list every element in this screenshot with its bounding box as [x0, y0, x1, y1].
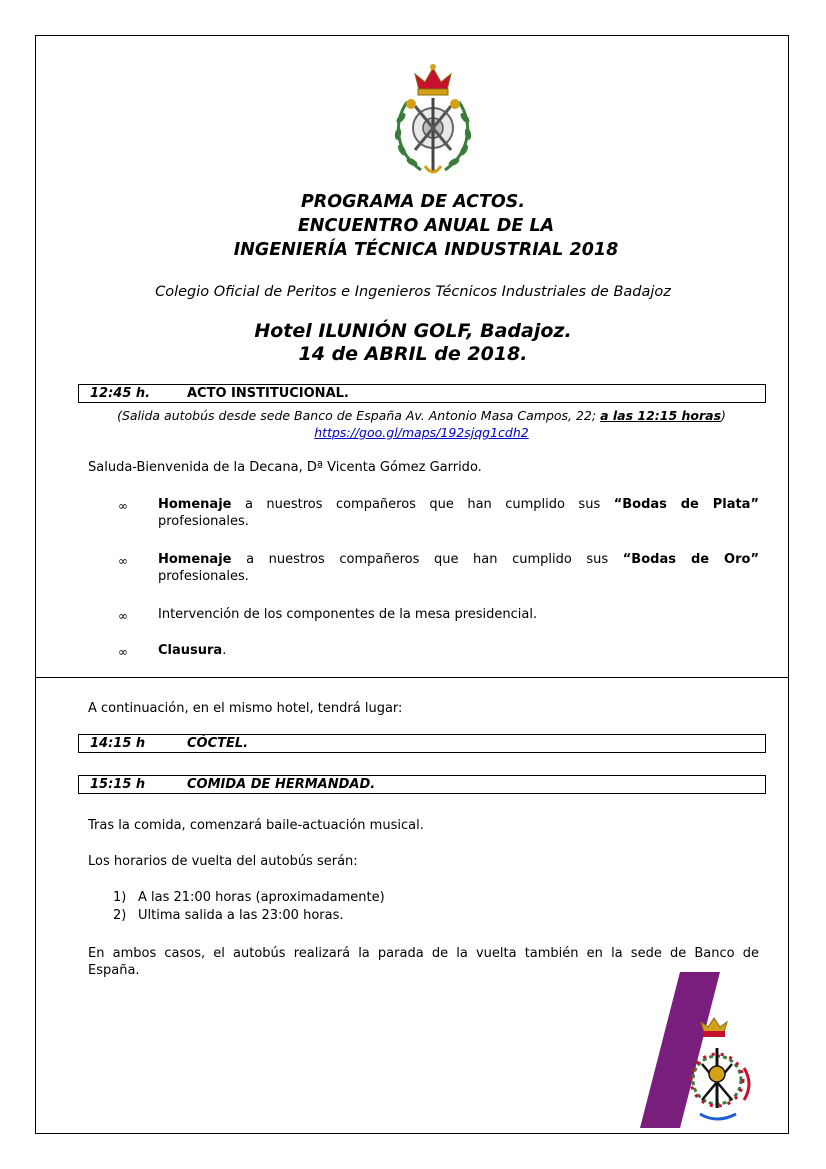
- bus-note-time: a las 12:15 horas: [600, 408, 722, 423]
- event-time: 12:45 h.: [90, 386, 151, 401]
- bullet-line: [158, 551, 759, 568]
- bullet-line: [158, 496, 759, 513]
- section-divider: [36, 677, 789, 678]
- event-label: ACTO INSTITUCIONAL.: [187, 386, 349, 401]
- program-title: PROGRAMA DE ACTOS.: [300, 192, 526, 212]
- after-meal-text: Tras la comida, comenzará baile-actuación musical.: [88, 818, 424, 833]
- bullet-mid: a nuestros compañeros que han cumplido sus: [231, 552, 623, 567]
- bullet-bold: Clausura: [158, 643, 223, 658]
- event-time: 15:15 h: [90, 777, 146, 792]
- bullet-rest: profesionales.: [158, 514, 249, 529]
- bullet-silver-anniversary: [158, 496, 759, 530]
- bullet-rest: .: [222, 643, 227, 658]
- map-link[interactable]: https://goo.gl/maps/192sjqg1cdh2: [314, 425, 529, 440]
- continuation-text: A continuación, en el mismo hotel, tendrá lugar:: [88, 701, 403, 716]
- map-link-row: [0, 425, 826, 440]
- organization-name: Colegio Oficial de Peritos e Ingenieros Técnicos Industriales de Badajoz: [155, 284, 671, 300]
- bus-time-number: 1): [113, 890, 127, 905]
- program-title-line3: INGENIERÍA TÉCNICA INDUSTRIAL 2018: [233, 240, 619, 260]
- bullet-rest: profesionales.: [158, 569, 249, 584]
- closing-line: España.: [88, 963, 140, 978]
- bus-note-text: (Salida autobús desde sede Banco de España Av. Antonio Masa Campos, 22;: [117, 408, 601, 423]
- event-box-dinner: [78, 775, 766, 794]
- bullet-icon: ∞: [118, 645, 128, 659]
- bus-note-close: ): [721, 408, 726, 423]
- bullet-mid: a nuestros compañeros que han cumplido sus: [231, 497, 614, 512]
- venue-hotel: Hotel ILUNIÓN GOLF, Badajoz.: [254, 320, 572, 342]
- event-time: 14:15 h: [90, 736, 146, 751]
- college-crest-icon: [385, 62, 481, 182]
- program-title-line2: ENCUENTRO ANUAL DE LA: [297, 216, 555, 236]
- bullet-icon: ∞: [118, 554, 128, 568]
- bullet-closing: [158, 642, 759, 659]
- event-label: COMIDA DE HERMANDAD.: [187, 777, 376, 792]
- bullet-presidential-table: Intervención de los componentes de la mesa presidencial.: [158, 607, 538, 622]
- venue-date: 14 de ABRIL de 2018.: [298, 343, 528, 365]
- closing-line: En ambos casos, el autobús realizará la parada de la vuelta también en la sede de Banco de: [88, 946, 759, 961]
- bullet-golden-anniversary: [158, 551, 759, 585]
- bullet-bold2: “Bodas de Oro”: [622, 552, 759, 567]
- bullet-bold: Homenaje: [158, 497, 232, 512]
- bus-intro-text: Los horarios de vuelta del autobús serán:: [88, 854, 358, 869]
- bullet-icon: ∞: [118, 499, 128, 513]
- bus-departure-note: [0, 408, 826, 423]
- event-box-institutional: [78, 384, 766, 403]
- event-label: CÓCTEL.: [187, 736, 249, 751]
- bus-time-first: A las 21:00 horas (aproximadamente): [138, 890, 385, 905]
- bullet-bold2: “Bodas de Plata”: [613, 497, 759, 512]
- event-box-cocktail: [78, 734, 766, 753]
- welcome-text: Saluda-Bienvenida de la Decana, Dª Vicenta Gómez Garrido.: [88, 460, 482, 475]
- bullet-icon: ∞: [118, 609, 128, 623]
- bullet-bold: Homenaje: [158, 552, 232, 567]
- corner-logo-icon: [640, 968, 762, 1132]
- bus-time-last: Ultima salida a las 23:00 horas.: [138, 908, 344, 923]
- bus-time-number: 2): [113, 908, 127, 923]
